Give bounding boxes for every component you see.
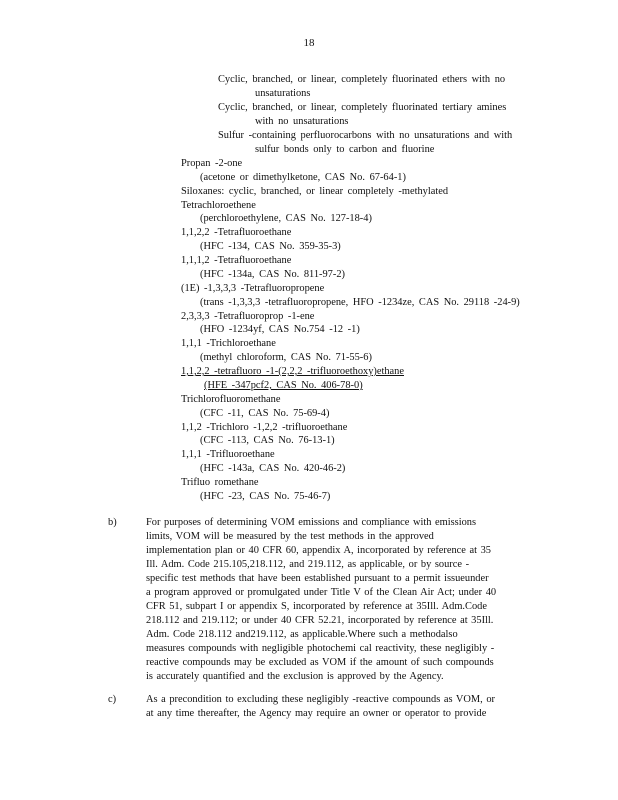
list-line: Trichlorofluoromethane: [181, 394, 281, 405]
paragraph-line: Ill. Adm. Code 215.105,218.112, and 219.112, as applicable, or by source -: [146, 559, 470, 570]
paragraph-line: As a precondition to excluding these negligibly -reactive compounds as VOM, or: [146, 694, 496, 705]
paragraph-line: measures compounds with negligible photochemi cal reactivity, these negligibly -: [146, 643, 495, 654]
list-line: Tetrachloroethene: [181, 200, 256, 211]
list-line: 1,1,2 -Trichloro -1,2,2 -trifluoroethane: [181, 422, 348, 433]
list-line: (HFO -1234yf, CAS No.754 -12 -1): [200, 324, 360, 335]
paragraph-line: specific test methods that have been established pursuant to a permit issueunder: [146, 573, 489, 584]
list-line: (CFC -11, CAS No. 75-69-4): [200, 408, 330, 419]
paragraph-line: is accurately quantified and the exclusion is approved by the Agency.: [146, 671, 444, 682]
paragraph-line: a program approved or promulgated under Title V of the Clean Air Act; under 40: [146, 587, 497, 598]
paragraph-b: [146, 516, 538, 684]
paragraph-line: limits, VOM will be measured by the test methods in the approved: [146, 531, 434, 542]
list-line: (HFC -134, CAS No. 359-35-3): [200, 241, 341, 252]
list-line-underlined: (HFE -347pcf2, CAS No. 406-78-0): [204, 380, 363, 391]
list-line: Sulfur -containing perfluorocarbons with no unsaturations and with: [218, 130, 513, 141]
list-line: (trans -1,3,3,3 -tetrafluoropropene, HFO -1234ze, CAS No. 29118 -24-9): [200, 297, 520, 308]
paragraph-c: [146, 693, 538, 721]
paragraph-line: CFR 51, subpart I or appendix S, incorporated by reference at 35Ill. Adm.Code: [146, 601, 487, 612]
paragraph-marker-b: b): [108, 517, 117, 528]
list-line: unsaturations: [255, 88, 311, 99]
paragraph-line: 218.112 and 219.112; or under 40 CFR 52.21, incorporated by reference at 35Ill.: [146, 615, 494, 626]
list-line: 1,1,1 -Trifluoroethane: [181, 449, 275, 460]
list-line: 1,1,1 -Trichloroethane: [181, 338, 276, 349]
page-number: 18: [303, 37, 315, 49]
list-line: Propan -2-one: [181, 158, 243, 169]
paragraph-marker-c: c): [108, 694, 117, 705]
list-line: Siloxanes: cyclic, branched, or linear completely -methylated: [181, 186, 449, 197]
list-line: (methyl chloroform, CAS No. 71-55-6): [200, 352, 372, 363]
list-line: Trifluo romethane: [181, 477, 259, 488]
list-line: Cyclic, branched, or linear, completely fluorinated tertiary amines: [218, 102, 507, 113]
list-line: 1,1,2,2 -Tetrafluoroethane: [181, 227, 292, 238]
list-line: with no unsaturations: [255, 116, 349, 127]
list-line: (HFC -134a, CAS No. 811-97-2): [200, 269, 345, 280]
paragraph-line: implementation plan or 40 CFR 60, appendix A, incorporated by reference at 35: [146, 545, 491, 556]
list-line: (1E) -1,3,3,3 -Tetrafluoropropene: [181, 283, 325, 294]
list-line: Cyclic, branched, or linear, completely fluorinated ethers with no: [218, 74, 506, 85]
list-line: (CFC -113, CAS No. 76-13-1): [200, 435, 335, 446]
paragraph-line: at any time thereafter, the Agency may require an owner or operator to provide: [146, 708, 487, 719]
list-line-underlined: 1,1,2,2 -tetrafluoro -1-(2,2,2 -trifluoroethoxy)ethane: [181, 366, 404, 377]
list-line: sulfur bonds only to carbon and fluorine: [255, 144, 435, 155]
list-line: (HFC -143a, CAS No. 420-46-2): [200, 463, 346, 474]
list-line: 1,1,1,2 -Tetrafluoroethane: [181, 255, 292, 266]
paragraph-line: For purposes of determining VOM emissions and compliance with emissions: [146, 517, 477, 528]
list-line: (perchloroethylene, CAS No. 127-18-4): [200, 213, 372, 224]
list-line: (acetone or dimethylketone, CAS No. 67-64-1): [200, 172, 406, 183]
paragraph-line: Adm. Code 218.112 and219.112, as applicable.Where such a methodalso: [146, 629, 458, 640]
paragraph-line: reactive compounds may be excluded as VOM if the amount of such compounds: [146, 657, 494, 668]
list-line: 2,3,3,3 -Tetrafluoroprop -1-ene: [181, 311, 315, 322]
list-line: (HFC -23, CAS No. 75-46-7): [200, 491, 331, 502]
